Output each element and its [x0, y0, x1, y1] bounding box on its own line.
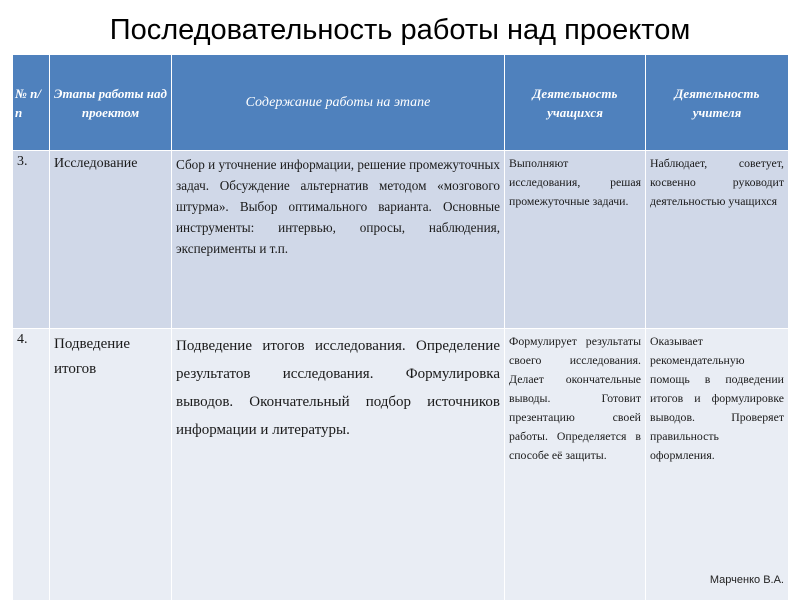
row-teacher-activity: Наблюдает, советует, косвенно руководит деятельностью учащихся	[646, 151, 789, 329]
header-content: Содержание работы на этапе	[172, 55, 505, 151]
row-content: Подведение итогов исследования. Определение результатов исследования. Формулировка выводов. Окончательный подбор источников информации и литературы.	[172, 329, 505, 600]
slide-title: Последовательность работы над проектом	[109, 14, 691, 46]
table-header-row	[13, 55, 789, 151]
row-num: 4.	[13, 329, 50, 600]
row-teacher-activity: Оказывает рекомендательную помощь в подведении итогов и формулировке выводов. Проверяет правильность оформления.	[646, 329, 789, 600]
row-content: Сбор и уточнение информации, решение промежуточных задач. Обсуждение альтернатив методом «мозгового штурма». Выбор оптимального варианта. Основные инструменты: интервью, опросы, наблюдения, эксперименты и т.п.	[172, 151, 505, 329]
author-credit: Марченко В.А.	[709, 574, 784, 586]
header-stage: Этапы работы над проектом	[50, 55, 172, 151]
row-students-activity: Формулирует результаты своего исследования. Делает окончательные выводы. Готовит презентацию своей работы. Определяется в способе её защиты.	[505, 329, 646, 600]
table-row	[13, 151, 789, 329]
row-stage: Подведение итогов	[50, 329, 172, 600]
header-teacher: Деятельность учителя	[646, 55, 789, 151]
table-row	[13, 329, 789, 600]
header-students: Деятельность учащихся	[505, 55, 646, 151]
project-stages-table	[12, 54, 789, 600]
row-num: 3.	[13, 151, 50, 329]
row-students-activity: Выполняют исследования, решая промежуточные задачи.	[505, 151, 646, 329]
row-stage: Исследование	[50, 151, 172, 329]
header-num: № п/п	[13, 55, 50, 151]
